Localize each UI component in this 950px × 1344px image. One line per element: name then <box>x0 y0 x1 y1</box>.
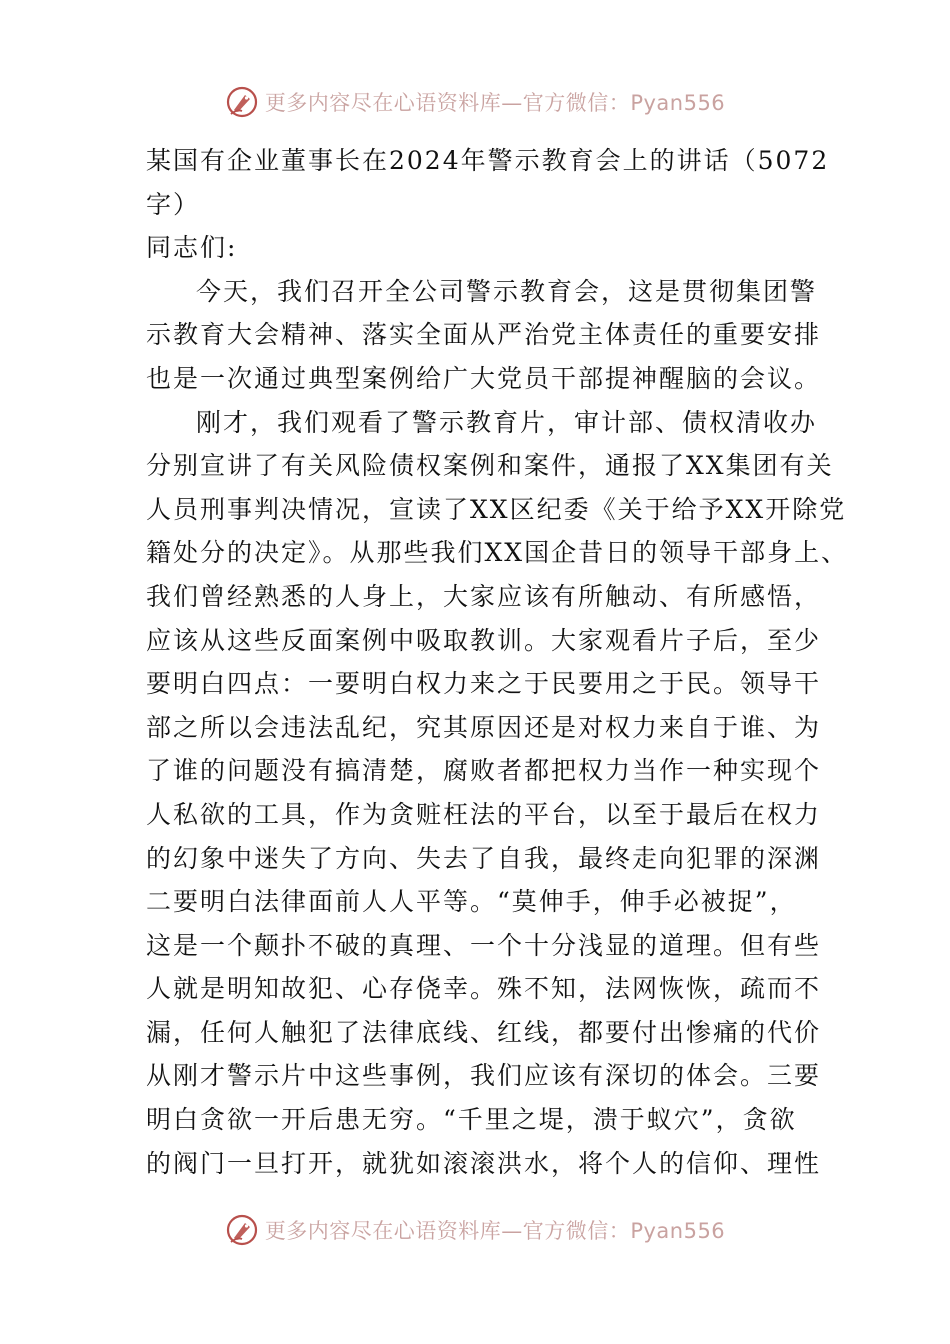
paragraph-1 <box>146 270 822 401</box>
paragraph-line: 分别宣讲了有关风险债权案例和案件，通报了XX集团有关 <box>146 451 834 481</box>
watermark-text: 更多内容尽在心语资料库—官方微信：Pyan556 <box>264 1219 726 1243</box>
paragraph-line: 人就是明知故犯、心存侥幸。殊不知，法网恢恢，疏而不 <box>146 974 822 1004</box>
paragraph-line: 要明白四点：一要明白权力来之于民要用之于民。领导干 <box>146 669 822 699</box>
paragraph-line: 人私欲的工具，作为贪赃枉法的平台，以至于最后在权力 <box>146 799 822 829</box>
document-title-line-2: 字） <box>146 189 201 219</box>
paragraph-2 <box>146 401 849 1186</box>
watermark-text: 更多内容尽在心语资料库—官方微信：Pyan556 <box>264 91 726 115</box>
paragraph-line: 示教育大会精神、落实全面从严治党主体责任的重要安排 <box>146 320 822 350</box>
header-watermark <box>0 82 950 122</box>
paragraph-line: 从刚才警示片中这些事例，我们应该有深切的体会。三要 <box>146 1061 822 1091</box>
paragraph-line: 了谁的问题没有搞清楚，腐败者都把权力当作一种实现个 <box>146 756 822 786</box>
paragraph-line: 二要明白法律面前人人平等。“莫伸手，伸手必被捉”， <box>146 887 797 917</box>
paragraph-line: 明白贪欲一开后患无穷。“千里之堤，溃于蚁穴”，贪欲 <box>146 1105 797 1135</box>
paragraph-line: 刚才，我们观看了警示教育片，审计部、债权清收办 <box>196 407 818 437</box>
watermark-group <box>225 85 725 119</box>
paragraph-line: 今天，我们召开全公司警示教育会，这是贯彻集团警 <box>196 276 818 306</box>
watermark-group <box>225 1213 725 1247</box>
paragraph-line: 这是一个颠扑不破的真理、一个十分浅显的道理。但有些 <box>146 930 822 960</box>
paragraph-line: 我们曾经熟悉的人身上，大家应该有所触动、有所感悟， <box>146 581 822 611</box>
pen-nib-logo-icon <box>225 85 259 119</box>
paragraph-line: 人员刑事判决情况，宣读了XX区纪委《关于给予XX开除党 <box>146 494 847 524</box>
document-body <box>146 139 849 1185</box>
paragraph-line: 的阀门一旦打开，就犹如滚滚洪水，将个人的信仰、理性 <box>146 1148 822 1178</box>
pen-nib-logo-icon <box>225 1213 259 1247</box>
paragraph-line: 部之所以会违法乱纪，究其原因还是对权力来自于谁、为 <box>146 712 822 742</box>
paragraph-line: 漏，任何人触犯了法律底线、红线，都要付出惨痛的代价 <box>146 1017 822 1047</box>
paragraph-line: 籍处分的决定》。从那些我们XX国企昔日的领导干部身上、 <box>146 538 849 568</box>
paragraph-line: 也是一次通过典型案例给广大党员干部提神醒脑的会议。 <box>146 363 822 393</box>
footer-watermark <box>0 1210 950 1250</box>
paragraph-line: 应该从这些反面案例中吸取教训。大家观看片子后，至少 <box>146 625 822 655</box>
salutation: 同志们: <box>146 233 238 263</box>
document-title-line-1: 某国有企业董事长在2024年警示教育会上的讲话（5072 <box>146 146 830 175</box>
paragraph-line: 的幻象中迷失了方向、失去了自我，最终走向犯罪的深渊 <box>146 843 822 873</box>
